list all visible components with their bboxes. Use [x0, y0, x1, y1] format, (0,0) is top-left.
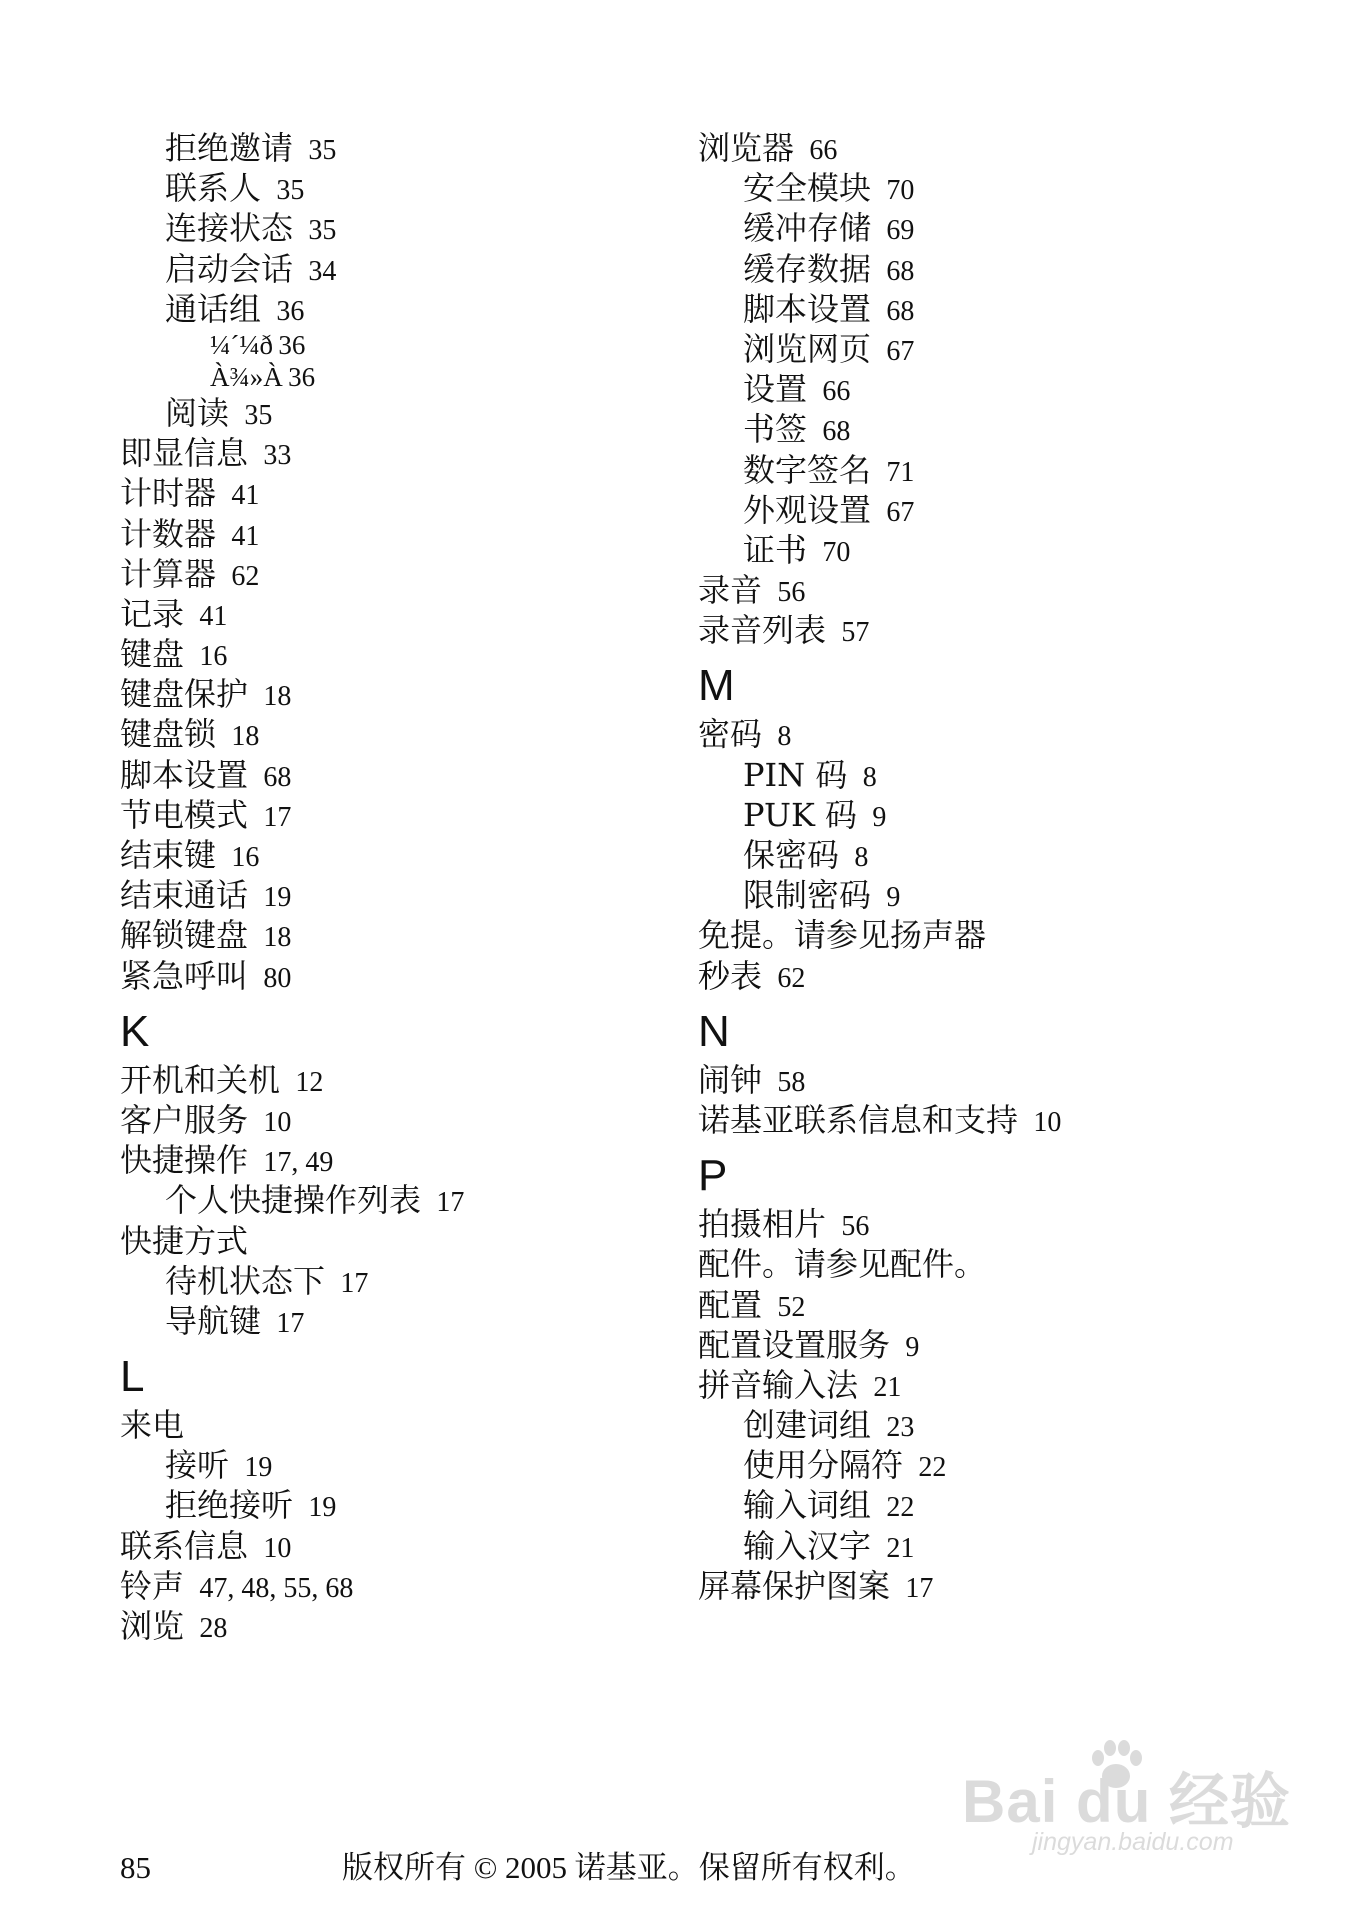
page-reference: 17 — [905, 1572, 934, 1604]
page-reference: 35 — [244, 399, 273, 431]
page-reference: 18 — [263, 681, 292, 713]
index-entry — [120, 594, 680, 634]
index-term: 输入汉字 — [743, 1526, 872, 1565]
index-term: 书签 — [743, 410, 808, 449]
page-reference: 41 — [199, 600, 228, 632]
index-term: 保密码 — [743, 836, 840, 874]
index-term: 计算器 — [120, 554, 217, 593]
index-entry — [120, 835, 680, 875]
index-subentry — [698, 1526, 1298, 1566]
index-entry — [120, 1526, 680, 1566]
index-subentry — [698, 249, 1298, 289]
index-term: 计时器 — [120, 474, 217, 513]
section-letter-heading: K — [120, 1006, 150, 1056]
index-subentry — [698, 409, 1298, 449]
index-term: 启动会话 — [165, 249, 294, 288]
index-entry — [698, 1244, 1298, 1284]
page-reference: 71 — [886, 456, 915, 488]
page-reference: 36 — [276, 295, 305, 327]
index-term: 脚本设置 — [743, 289, 872, 328]
page-reference: 28 — [199, 1613, 228, 1644]
index-term: 键盘 — [120, 635, 185, 674]
index-term: 证书 — [743, 530, 808, 569]
index-entry — [120, 956, 680, 996]
page-reference: 47, 48, 55, 68 — [199, 1572, 354, 1604]
index-subentry — [120, 249, 680, 289]
index-term: 拒绝接听 — [165, 1486, 294, 1525]
page-reference: 68 — [886, 255, 915, 287]
page-reference: 52 — [777, 1291, 806, 1323]
index-term: 铃声 — [120, 1566, 185, 1605]
page-reference: 80 — [263, 962, 292, 994]
page-reference: 17 — [340, 1267, 369, 1299]
page-reference: 17, 49 — [263, 1147, 334, 1179]
index-term: 秒表 — [698, 956, 763, 995]
index-entry — [120, 1606, 680, 1646]
page-reference: 35 — [276, 175, 305, 207]
page-reference: 33 — [263, 440, 292, 472]
index-term: 缓存数据 — [743, 249, 872, 288]
page-reference: 18 — [231, 721, 260, 753]
index-entry — [120, 1566, 680, 1606]
page-reference: 17 — [276, 1307, 305, 1339]
index-term: 键盘保护 — [120, 675, 249, 714]
index-subentry — [120, 393, 680, 433]
index-term: 个人快捷操作列表 — [165, 1181, 422, 1220]
page-reference: 22 — [886, 1492, 915, 1524]
index-entry — [120, 915, 680, 955]
index-term: 快捷方式 — [120, 1221, 249, 1260]
index-subentry — [698, 208, 1298, 248]
page-reference: 19 — [263, 882, 292, 914]
index-entry — [120, 1405, 680, 1445]
page-reference: 9 — [905, 1331, 920, 1363]
index-term: 闹钟 — [698, 1060, 763, 1099]
index-subentry — [698, 755, 1298, 795]
index-subentry — [698, 835, 1298, 875]
page-reference: 69 — [886, 215, 915, 247]
page-reference: 62 — [231, 560, 260, 592]
index-term: 诺基亚联系信息和支持 — [698, 1100, 1019, 1139]
page-reference: 21 — [886, 1532, 915, 1564]
index-subentry — [120, 1445, 680, 1485]
index-term: 拒绝邀请 — [165, 129, 294, 167]
index-term: 记录 — [120, 594, 185, 633]
index-term: 限制密码 — [743, 876, 872, 915]
index-term: 即显信息 — [120, 434, 249, 473]
section-letter-heading: N — [698, 1006, 730, 1056]
index-term: 录音 — [698, 571, 763, 610]
index-subentry — [120, 289, 680, 329]
index-subentry — [698, 1485, 1298, 1525]
index-term: 外观设置 — [743, 490, 872, 529]
page-reference: 8 — [862, 761, 877, 793]
page-reference: 58 — [777, 1066, 806, 1098]
index-entry — [698, 1285, 1298, 1325]
index-entry — [120, 674, 680, 714]
index-term: 配置设置服务 — [698, 1325, 891, 1364]
index-term: 节电模式 — [120, 795, 249, 834]
index-subentry — [120, 361, 680, 393]
page-reference: 36 — [288, 361, 316, 392]
index-subentry — [120, 1180, 680, 1220]
page-reference: 10 — [263, 1532, 292, 1564]
copyright-notice: 版权所有 © 2005 诺基亚。保留所有权利。 — [342, 1850, 916, 1885]
page-reference: 66 — [809, 135, 838, 166]
index-term: 键盘锁 — [120, 715, 217, 754]
page-reference: 67 — [886, 496, 915, 528]
index-entry — [120, 714, 680, 754]
index-subentry — [698, 530, 1298, 570]
page-reference: 57 — [841, 617, 870, 649]
index-term: À¾»À — [210, 361, 283, 392]
index-entry — [120, 755, 680, 795]
index-term: 使用分隔符 — [743, 1446, 904, 1485]
page-reference: 19 — [244, 1452, 273, 1484]
page-reference: 23 — [886, 1412, 915, 1444]
index-term: 输入词组 — [743, 1486, 872, 1525]
watermark-brand: Bai du 经验 — [962, 1768, 1292, 1835]
index-subentry — [698, 450, 1298, 490]
index-subentry — [120, 128, 680, 168]
page-reference: 35 — [308, 135, 337, 166]
index-entry — [698, 915, 1298, 955]
index-entry — [698, 1100, 1298, 1140]
page-reference: 17 — [436, 1187, 465, 1219]
index-subentry — [698, 289, 1298, 329]
page-reference: 68 — [263, 761, 292, 793]
index-subentry — [698, 1445, 1298, 1485]
baidu-jingyan-watermark — [962, 1730, 1302, 1880]
index-term: PUK 码 — [743, 795, 858, 834]
index-entry — [120, 1140, 680, 1180]
index-term: 联系人 — [165, 169, 262, 208]
index-subentry — [120, 1301, 680, 1341]
page-reference: 22 — [918, 1452, 947, 1484]
page-reference: 41 — [231, 480, 260, 512]
watermark-url: jingyan.baidu.com — [1032, 1828, 1234, 1856]
index-term: 录音列表 — [698, 611, 827, 650]
index-entry — [698, 1325, 1298, 1365]
index-entry — [698, 956, 1298, 996]
index-entry — [120, 1060, 680, 1100]
index-term: 拼音输入法 — [698, 1365, 859, 1404]
index-entry — [698, 1060, 1298, 1100]
index-term: 脚本设置 — [120, 755, 249, 794]
index-term: 结束通话 — [120, 876, 249, 915]
index-entry — [120, 634, 680, 674]
index-term: 结束键 — [120, 836, 217, 874]
index-subentry — [698, 875, 1298, 915]
index-term: 缓冲存储 — [743, 209, 872, 248]
index-subentry — [698, 168, 1298, 208]
index-entry — [698, 1365, 1298, 1405]
index-term: 创建词组 — [743, 1406, 872, 1445]
index-term: 紧急呼叫 — [120, 956, 249, 995]
page-reference: 67 — [886, 335, 915, 367]
index-entry — [698, 128, 1298, 168]
index-term: 屏幕保护图案 — [698, 1566, 891, 1605]
index-entry — [120, 1221, 680, 1261]
page-reference: 41 — [231, 520, 260, 552]
index-term: 来电 — [120, 1406, 185, 1445]
index-subentry — [120, 168, 680, 208]
index-term: 导航键 — [165, 1301, 262, 1340]
page-reference: 12 — [295, 1066, 324, 1098]
page-reference: 8 — [854, 842, 869, 873]
page-reference: 16 — [231, 842, 260, 873]
section-letter-heading: M — [698, 661, 735, 711]
page-reference: 17 — [263, 801, 292, 833]
index-subentry — [120, 1261, 680, 1301]
page-reference: 70 — [886, 175, 915, 207]
index-entry — [698, 610, 1298, 650]
page-reference: 19 — [308, 1492, 337, 1524]
index-entry — [120, 473, 680, 513]
index-term: 密码 — [698, 715, 763, 754]
index-entry — [120, 554, 680, 594]
index-entry — [120, 433, 680, 473]
index-term: 配件。请参见配件。 — [698, 1245, 987, 1284]
page-reference: 35 — [308, 215, 337, 247]
index-subentry — [120, 329, 680, 361]
index-entry — [120, 795, 680, 835]
page-reference: 10 — [263, 1106, 292, 1138]
index-term: 配置 — [698, 1285, 763, 1324]
index-subentry — [698, 490, 1298, 530]
index-entry — [698, 714, 1298, 754]
page-reference: 9 — [872, 801, 887, 833]
page-reference: 62 — [777, 962, 806, 994]
index-term: ¼´¼ð — [210, 329, 273, 360]
index-subentry — [698, 329, 1298, 369]
index-term: 待机状态下 — [165, 1261, 326, 1300]
page-reference: 16 — [199, 641, 228, 673]
page-reference: 36 — [278, 329, 306, 360]
page-reference: 56 — [777, 577, 806, 609]
index-entry — [120, 1100, 680, 1140]
index-entry — [698, 1204, 1298, 1244]
index-term: 安全模块 — [743, 169, 872, 208]
page-reference: 10 — [1033, 1106, 1062, 1138]
index-term: 数字签名 — [743, 450, 872, 489]
index-term: 连接状态 — [165, 209, 294, 248]
index-term: 设置 — [743, 370, 808, 409]
index-term: 浏览网页 — [743, 329, 872, 368]
index-entry — [120, 514, 680, 554]
index-term: 解锁键盘 — [120, 916, 249, 955]
index-subentry — [120, 1485, 680, 1525]
page-reference: 68 — [886, 295, 915, 327]
index-term: 接听 — [165, 1446, 230, 1485]
index-term: 联系信息 — [120, 1526, 249, 1565]
page-reference: 8 — [777, 721, 792, 753]
section-letter-heading: L — [120, 1352, 145, 1402]
page-reference: 56 — [841, 1211, 870, 1243]
page-reference: 66 — [822, 376, 851, 408]
index-column-left — [120, 128, 680, 1646]
index-term: 开机和关机 — [120, 1060, 281, 1099]
page-reference: 68 — [822, 416, 851, 448]
index-term: PIN 码 — [743, 755, 848, 794]
page-number: 85 — [120, 1850, 151, 1885]
index-term: 快捷操作 — [120, 1141, 249, 1180]
index-term: 浏览 — [120, 1607, 185, 1645]
page-reference: 70 — [822, 536, 851, 568]
section-letter-heading: P — [698, 1151, 728, 1201]
page-reference: 34 — [308, 255, 337, 287]
index-subentry — [698, 369, 1298, 409]
index-term: 客户服务 — [120, 1100, 249, 1139]
index-term: 免提。请参见扬声器 — [698, 916, 987, 955]
index-term: 计数器 — [120, 514, 217, 553]
index-entry — [698, 1566, 1298, 1606]
index-subentry — [698, 795, 1298, 835]
index-entry — [120, 875, 680, 915]
index-term: 拍摄相片 — [698, 1205, 827, 1244]
index-subentry — [120, 208, 680, 248]
index-term: 浏览器 — [698, 129, 795, 167]
index-entry — [698, 570, 1298, 610]
page-reference: 21 — [873, 1371, 902, 1403]
index-subentry — [698, 1405, 1298, 1445]
index-term: 阅读 — [165, 393, 230, 432]
page-reference: 18 — [263, 922, 292, 954]
index-term: 通话组 — [165, 289, 262, 328]
page-reference: 9 — [886, 882, 901, 914]
index-column-right — [698, 128, 1298, 1606]
